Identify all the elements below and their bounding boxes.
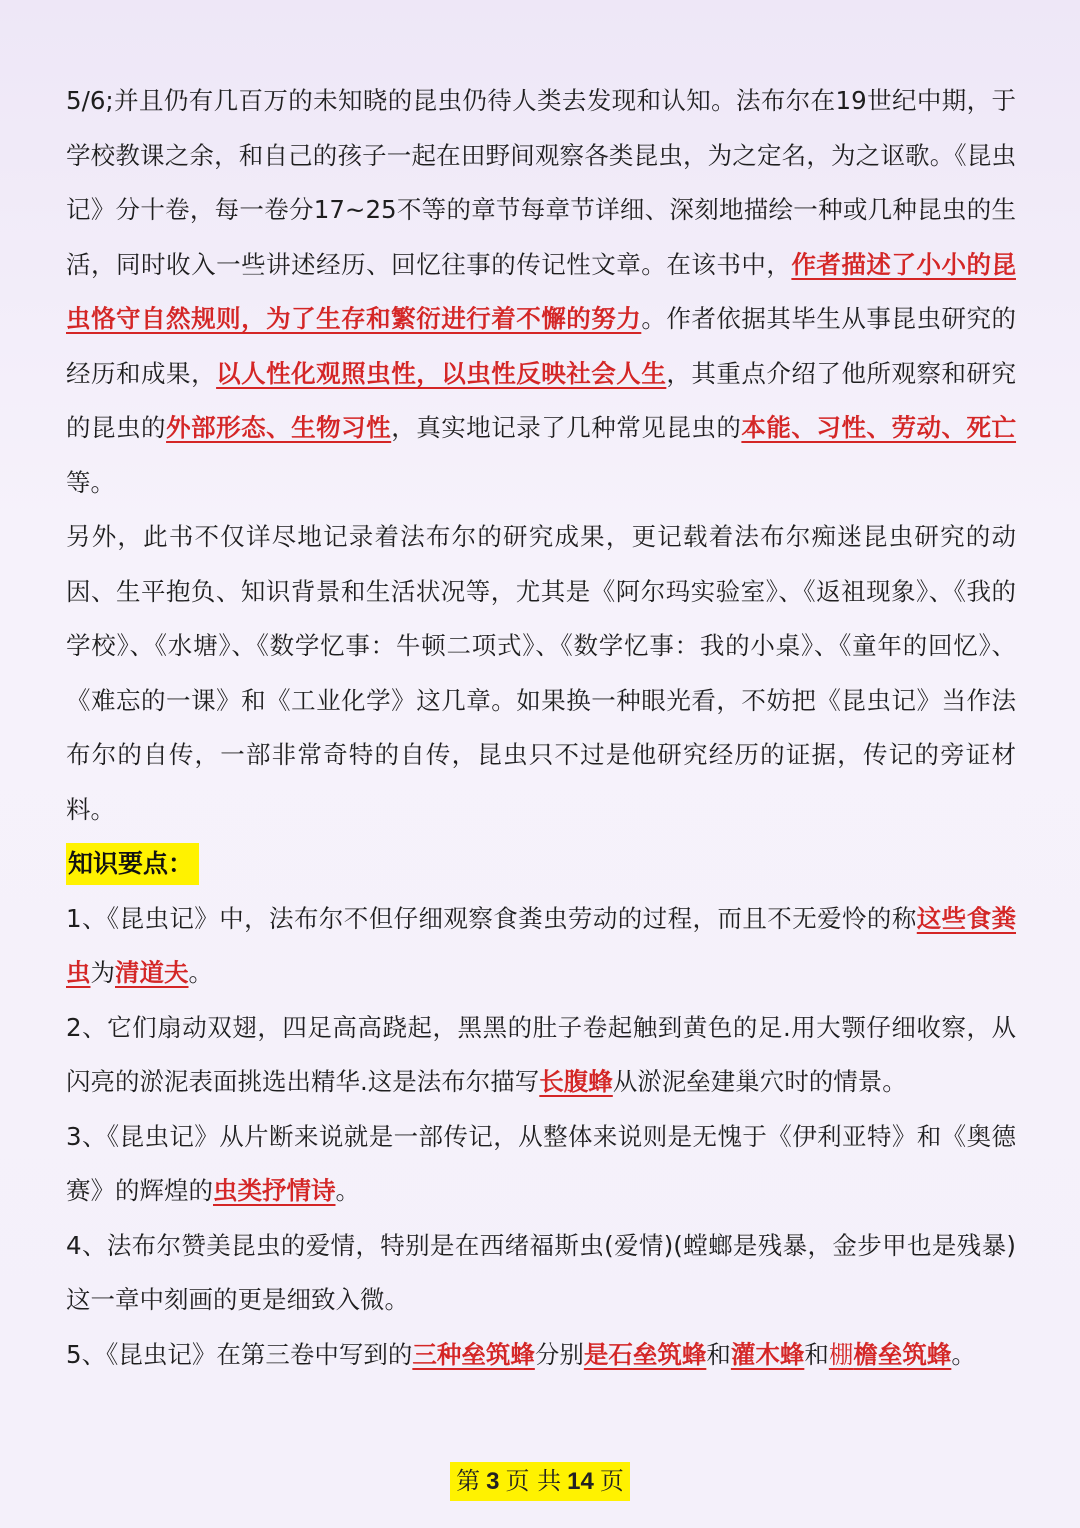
highlight-phrase: 外部形态、生物习性 [166,413,392,442]
text-segment: 2、它们扇动双翅，四足高高跷起，黑黑的肚子卷起触到黄色的足.用大颚仔细收察，从闪亮的淤泥表面挑选出精华.这是法布尔描写 [66,1012,1016,1096]
highlight-phrase: 虫类抒情诗 [213,1176,336,1205]
text-segment: 等。 [66,467,115,497]
highlight-phrase: 清道夫 [115,958,189,987]
text-segment: 。 [188,958,213,987]
highlight-phrase: 本能、习性、劳动、死亡 [741,413,1017,442]
text-segment: 和 [804,1339,829,1369]
footer-text: 第 [456,1467,481,1495]
footer-text: 页 共 [505,1467,562,1495]
text-segment: 3、《昆虫记》从片断来说就是一部传记，从整体来说则是无愧于《伊利亚特》和《奥德赛》的辉煌的 [66,1121,1016,1205]
page-number-indicator [450,1462,630,1501]
text-segment: 和 [706,1339,731,1369]
intro-paragraph-2: 另外，此书不仅详尽地记录着法布尔的研究成果，更记载着法布尔痴迷昆虫研究的动因、生平抱负、知识背景和生活状况等，尤其是《阿尔玛实验室》、《返祖现象》、《我的学校》、《水塘》、《数学忆事：牛顿二项式》、《数学忆事：我的小桌》、《童年的回忆》、《难忘的一课》和《工业化学》这几章。如果换一种眼光看，不妨把《昆虫记》当作法布尔的自传，一部非常奇特的自传，昆虫只不过是他研究经历的证据，传记的旁证材料。 [66,522,1016,824]
total-page-number: 14 [567,1468,594,1495]
knowledge-heading: 知识要点： [66,843,199,885]
intro-paragraph-1 [66,74,1016,510]
highlight-phrase: 棚 [828,1339,854,1369]
text-segment: 5/6;并且仍有几百万的未知晓的昆虫仍待人类去发现和认知。法布尔在19世纪中期，于学校教课之余，和自己的孩子一起在田野间观察各类昆虫，为之定名，为之讴歌。《昆虫记》分十卷，每一卷分17~25不等的章节每章节详细、深刻地描绘一种或几种昆虫的生活，同时收入一些讲述经历、回忆往事的传记性文章。在该书中， [66,86,1016,279]
highlight-phrase: 檐垒筑蜂 [853,1339,952,1369]
text-segment: 。 [951,1339,976,1369]
text-segment: 分别 [534,1339,584,1369]
highlight-phrase: 这些食粪虫 [66,903,1017,987]
highlight-phrase: 长腹蜂 [539,1067,613,1096]
highlight-phrase: 灌木蜂 [730,1339,805,1369]
footer-text: 页 [599,1467,624,1495]
text-segment: ，真实地记录了几种常见昆虫的 [391,413,742,442]
highlight-phrase: 是石垒筑蜂 [583,1339,707,1369]
knowledge-item-2 [66,1001,1016,1110]
knowledge-item-5 [66,1328,1016,1383]
text-segment: 。 [335,1176,360,1205]
text-segment: 。作者依据其毕生从事昆虫研究的经历和成果， [66,304,1017,388]
highlight-phrase: 三种垒筑蜂 [412,1339,535,1369]
text-segment: 1、《昆虫记》中，法布尔不但仔细观察食粪虫劳动的过程，而且不无爱怜的称 [66,903,917,933]
knowledge-heading-row [66,837,1016,892]
highlight-phrase: 以人性化观照虫性，以虫性反映社会人生 [216,358,667,388]
highlight-phrase: 作者描述了小小的昆虫恪守自然规则，为了生存和繁衍进行着不懈的努力 [66,249,1016,333]
knowledge-item-3 [66,1110,1016,1219]
document-body [66,74,1016,1382]
page-footer [0,1462,1080,1501]
knowledge-item-4: 4、法布尔赞美昆虫的爱情，特别是在西绪福斯虫(爱情)(螳螂是残暴，金步甲也是残暴)这一章中刻画的更是细致入微。 [66,1230,1016,1314]
text-segment: ，其重点介绍了他所观察和研究的昆虫的 [66,358,1017,442]
text-segment: 5、《昆虫记》在第三卷中写到的 [66,1339,413,1369]
text-segment: 为 [90,958,115,987]
knowledge-item-1 [66,892,1016,1001]
current-page-number: 3 [486,1468,500,1495]
text-segment: 从淤泥垒建巢穴时的情景。 [612,1067,907,1096]
